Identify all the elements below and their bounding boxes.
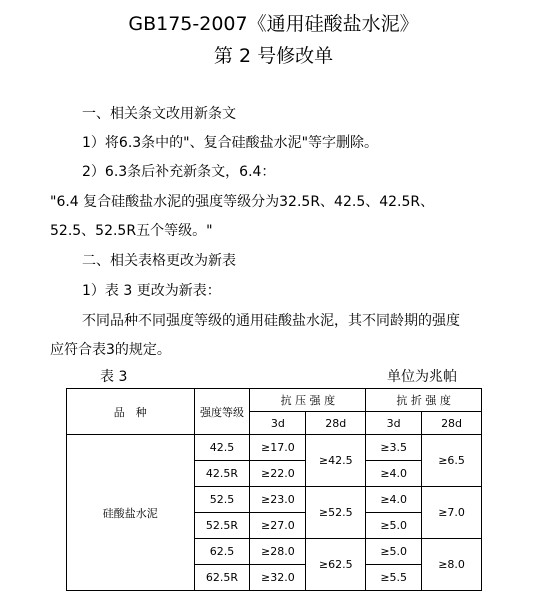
cell-flexural-3d: ≥5.0 xyxy=(366,539,422,565)
strength-table xyxy=(66,388,482,591)
section-heading-2: 二、相关表格更改为新表 xyxy=(82,253,236,269)
cell-variety: 硅酸盐水泥 xyxy=(67,435,195,591)
header-flexural-28d: 28d xyxy=(422,412,482,435)
header-compressive-28d: 28d xyxy=(306,412,366,435)
cell-compressive-28d: ≥42.5 xyxy=(306,435,366,487)
requirement-text-line-2: 应符合表3的规定。 xyxy=(50,342,171,358)
cell-flexural-3d: ≥5.5 xyxy=(366,565,422,591)
quoted-clause-line-1: "6.4 复合硅酸盐水泥的强度等级分为32.5R、42.5、42.5R、 xyxy=(50,194,435,210)
paragraph-item-1: 1）将6.3条中的"、复合硅酸盐水泥"等字删除。 xyxy=(82,135,379,151)
cell-compressive-3d: ≥22.0 xyxy=(250,461,306,487)
cell-grade: 62.5R xyxy=(194,565,250,591)
cell-compressive-28d: ≥62.5 xyxy=(306,539,366,591)
paragraph-item-2: 2）6.3条后补充新条文，6.4： xyxy=(82,164,276,180)
cell-compressive-28d: ≥52.5 xyxy=(306,487,366,539)
cell-grade: 62.5 xyxy=(194,539,250,565)
header-flexural-3d: 3d xyxy=(366,412,422,435)
cell-flexural-28d: ≥6.5 xyxy=(422,435,482,487)
cell-grade: 42.5R xyxy=(194,461,250,487)
table-row xyxy=(67,435,482,461)
header-compressive-strength: 抗 压 强 度 xyxy=(250,389,366,412)
quoted-clause-line-2: 52.5、52.5R五个等级。" xyxy=(50,223,213,239)
cell-flexural-3d: ≥5.0 xyxy=(366,513,422,539)
header-variety: 品 种 xyxy=(67,389,195,435)
cell-grade: 52.5R xyxy=(194,513,250,539)
requirement-text-line-1: 不同品种不同强度等级的通用硅酸盐水泥，其不同龄期的强度 xyxy=(82,313,460,329)
paragraph-item-3: 1）表 3 更改为新表： xyxy=(82,283,221,299)
table-body xyxy=(67,435,482,591)
table-header-row xyxy=(67,389,482,412)
cell-compressive-3d: ≥32.0 xyxy=(250,565,306,591)
cell-flexural-3d: ≥3.5 xyxy=(366,435,422,461)
cell-flexural-28d: ≥8.0 xyxy=(422,539,482,591)
section-heading-1: 一、相关条文改用新条文 xyxy=(82,106,236,122)
cell-compressive-3d: ≥23.0 xyxy=(250,487,306,513)
header-grade: 强度等级 xyxy=(194,389,250,435)
header-compressive-3d: 3d xyxy=(250,412,306,435)
cell-flexural-28d: ≥7.0 xyxy=(422,487,482,539)
table-unit: 单位为兆帕 xyxy=(387,369,457,385)
document-title: GB175-2007《通用硅酸盐水泥》 xyxy=(128,13,419,35)
cell-flexural-3d: ≥4.0 xyxy=(366,487,422,513)
cell-grade: 52.5 xyxy=(194,487,250,513)
document-subtitle: 第 2 号修改单 xyxy=(213,45,334,67)
cell-compressive-3d: ≥27.0 xyxy=(250,513,306,539)
cell-compressive-3d: ≥28.0 xyxy=(250,539,306,565)
table-caption: 表 3 xyxy=(100,369,128,385)
cell-flexural-3d: ≥4.0 xyxy=(366,461,422,487)
header-flexural-strength: 抗 折 强 度 xyxy=(366,389,482,412)
cell-grade: 42.5 xyxy=(194,435,250,461)
cell-compressive-3d: ≥17.0 xyxy=(250,435,306,461)
